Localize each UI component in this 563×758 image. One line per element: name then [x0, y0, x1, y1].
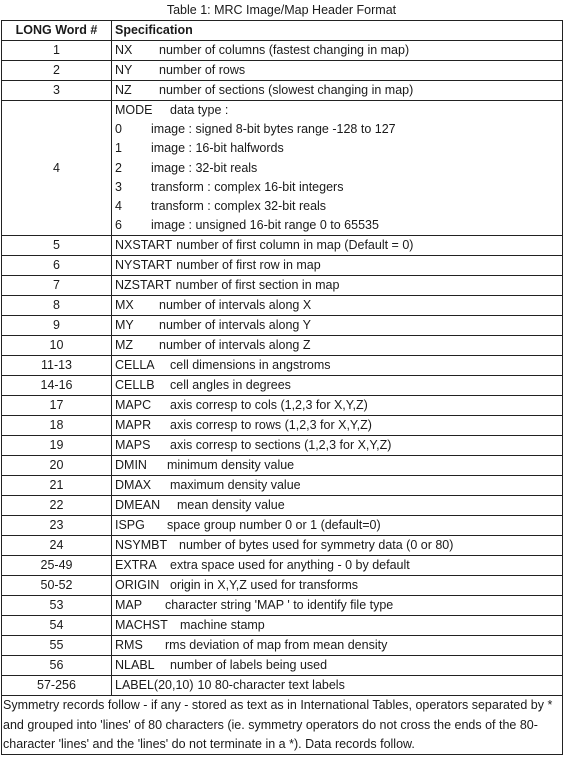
table-row — [2, 536, 563, 556]
mode-line — [115, 139, 562, 158]
field-description: number of bytes used for symmetry data (0 or 80) — [179, 538, 454, 553]
field-name: MY — [115, 318, 134, 333]
field-name: NYSTART — [115, 258, 173, 273]
field-description: transform : complex 32-bit reals — [151, 198, 327, 213]
word-number-cell: 22 — [2, 496, 112, 516]
header-format-table — [1, 20, 563, 755]
word-number-cell: 21 — [2, 476, 112, 496]
word-number-cell: 8 — [2, 296, 112, 316]
table-row — [2, 236, 563, 256]
specification-cell — [112, 656, 563, 676]
specification-cell — [112, 256, 563, 276]
field-description: space group number 0 or 1 (default=0) — [167, 518, 381, 533]
specification-cell — [112, 536, 563, 556]
field-name: CELLB — [115, 378, 155, 393]
word-number-cell: 19 — [2, 436, 112, 456]
specification-cell — [112, 476, 563, 496]
table-row — [2, 101, 563, 236]
table-row — [2, 496, 563, 516]
word-number-cell: 7 — [2, 276, 112, 296]
field-description: data type : — [170, 103, 229, 117]
field-name: NSYMBT — [115, 538, 168, 553]
field-name: DMEAN — [115, 498, 161, 513]
specification-cell — [112, 636, 563, 656]
word-number-cell: 2 — [2, 61, 112, 81]
mode-line — [115, 159, 562, 178]
table-row — [2, 276, 563, 296]
word-number-cell: 5 — [2, 236, 112, 256]
field-name: NLABL — [115, 658, 155, 673]
table-row — [2, 376, 563, 396]
specification-cell — [112, 396, 563, 416]
column-header-word: LONG Word # — [2, 21, 112, 41]
specification-cell — [112, 596, 563, 616]
table-row — [2, 476, 563, 496]
specification-cell — [112, 496, 563, 516]
field-name: NZSTART — [115, 278, 172, 293]
field-description: axis corresp to rows (1,2,3 for X,Y,Z) — [170, 418, 372, 433]
mode-line — [115, 101, 562, 120]
word-number-cell: 17 — [2, 396, 112, 416]
specification-cell — [112, 236, 563, 256]
word-number-cell: 23 — [2, 516, 112, 536]
field-description: maximum density value — [170, 478, 301, 493]
table-row — [2, 256, 563, 276]
table-row — [2, 416, 563, 436]
field-description: number of intervals along Z — [159, 338, 311, 353]
specification-cell — [112, 576, 563, 596]
word-number-cell: 50-52 — [2, 576, 112, 596]
table-row — [2, 356, 563, 376]
field-description: cell angles in degrees — [170, 378, 291, 393]
field-name: MX — [115, 298, 134, 313]
table-row — [2, 676, 563, 696]
table-row — [2, 656, 563, 676]
specification-cell — [112, 316, 563, 336]
word-number-cell: 25-49 — [2, 556, 112, 576]
specification-cell — [112, 296, 563, 316]
field-name: MZ — [115, 338, 134, 353]
field-description: image : 32-bit reals — [151, 160, 258, 175]
field-description: minimum density value — [167, 458, 295, 473]
mode-line — [115, 197, 562, 216]
word-number-cell: 53 — [2, 596, 112, 616]
table-row — [2, 81, 563, 101]
field-description: number of rows — [159, 63, 246, 77]
field-description: number of intervals along X — [159, 298, 312, 313]
specification-cell — [112, 516, 563, 536]
field-description: number of columns (fastest changing in map) — [159, 43, 410, 57]
specification-cell — [112, 616, 563, 636]
word-number-cell: 14-16 — [2, 376, 112, 396]
table-row — [2, 516, 563, 536]
table-caption: Table 1: MRC Image/Map Header Format — [166, 3, 397, 17]
specification-cell — [112, 336, 563, 356]
field-description: number of sections (slowest changing in map) — [159, 83, 414, 97]
field-description: number of first section in map — [175, 278, 340, 293]
table-row — [2, 41, 563, 61]
word-number-cell: 55 — [2, 636, 112, 656]
footer-note: Symmetry records follow - if any - stored as text as in International Tables, operators separated by * and grouped into 'lines' of 80 characters (ie. symmetry operators do not cross the ends of the 80-character 'lines' and the 'lines' do not terminate in a *). Data records follow. — [2, 696, 563, 755]
field-name: LABEL(20,10) — [115, 678, 194, 693]
field-name: CELLA — [115, 358, 155, 373]
table-row — [2, 316, 563, 336]
word-number-cell: 57-256 — [2, 676, 112, 696]
specification-cell — [112, 676, 563, 696]
field-description: transform : complex 16-bit integers — [151, 179, 344, 194]
field-description: cell dimensions in angstroms — [170, 358, 331, 373]
field-description: image : signed 8-bit bytes range -128 to 127 — [151, 122, 396, 137]
field-name: DMAX — [115, 478, 152, 493]
field-name: NZ — [115, 83, 132, 97]
table-row — [2, 396, 563, 416]
specification-cell — [112, 356, 563, 376]
word-number-cell: 6 — [2, 256, 112, 276]
field-description: mean density value — [177, 498, 285, 513]
specification-cell — [112, 101, 563, 236]
table-row — [2, 616, 563, 636]
field-description: character string 'MAP ' to identify file type — [165, 598, 394, 613]
field-description: origin in X,Y,Z used for transforms — [170, 578, 359, 593]
field-description: number of intervals along Y — [159, 318, 311, 333]
word-number-cell: 18 — [2, 416, 112, 436]
field-name: 3 — [115, 179, 122, 194]
field-name: DMIN — [115, 458, 147, 473]
field-name: MAPC — [115, 398, 152, 413]
mode-line — [115, 178, 562, 197]
field-description: 10 80-character text labels — [197, 678, 345, 693]
specification-cell — [112, 456, 563, 476]
word-number-cell: 1 — [2, 41, 112, 61]
field-description: extra space used for anything - 0 by default — [170, 558, 410, 573]
word-number-cell: 20 — [2, 456, 112, 476]
word-number-cell: 4 — [2, 101, 112, 236]
table-body — [2, 41, 563, 696]
footer-row — [2, 696, 563, 755]
field-description: machine stamp — [180, 618, 265, 633]
field-name: 0 — [115, 122, 122, 137]
field-name: NX — [115, 43, 133, 57]
word-number-cell: 11-13 — [2, 356, 112, 376]
word-number-cell: 10 — [2, 336, 112, 356]
specification-cell — [112, 81, 563, 101]
specification-cell — [112, 416, 563, 436]
table-header-row — [2, 21, 563, 41]
table-row — [2, 636, 563, 656]
word-number-cell: 56 — [2, 656, 112, 676]
table-row — [2, 61, 563, 81]
table-row — [2, 336, 563, 356]
field-name: NY — [115, 63, 133, 77]
table-row — [2, 456, 563, 476]
word-number-cell: 54 — [2, 616, 112, 636]
word-number-cell: 9 — [2, 316, 112, 336]
field-description: axis corresp to sections (1,2,3 for X,Y,Z) — [170, 438, 392, 453]
mode-line — [115, 120, 562, 139]
field-description: image : unsigned 16-bit range 0 to 65535 — [151, 218, 379, 233]
field-name: MAPS — [115, 438, 151, 453]
field-name: 1 — [115, 141, 122, 156]
column-header-spec: Specification — [112, 21, 563, 41]
field-name: RMS — [115, 638, 143, 653]
word-number-cell: 24 — [2, 536, 112, 556]
field-description: number of first column in map (Default = 0) — [176, 238, 414, 253]
specification-cell — [112, 61, 563, 81]
table-row — [2, 296, 563, 316]
specification-cell — [112, 276, 563, 296]
table-row — [2, 436, 563, 456]
field-name: NXSTART — [115, 238, 173, 253]
specification-cell — [112, 376, 563, 396]
field-description: rms deviation of map from mean density — [165, 638, 388, 653]
field-description: image : 16-bit halfwords — [151, 141, 284, 156]
field-name: MODE — [115, 103, 153, 117]
field-name: ISPG — [115, 518, 145, 533]
table-row — [2, 556, 563, 576]
specification-cell — [112, 436, 563, 456]
field-name: ORIGIN — [115, 578, 160, 593]
table-row — [2, 596, 563, 616]
field-name: 4 — [115, 198, 122, 213]
field-name: 2 — [115, 160, 122, 175]
field-description: axis corresp to cols (1,2,3 for X,Y,Z) — [170, 398, 368, 413]
mode-line — [115, 216, 562, 235]
specification-cell — [112, 556, 563, 576]
specification-cell — [112, 41, 563, 61]
field-description: number of first row in map — [176, 258, 321, 273]
field-description: number of labels being used — [170, 658, 328, 673]
field-name: MAP — [115, 598, 143, 613]
field-name: MAPR — [115, 418, 152, 433]
word-number-cell: 3 — [2, 81, 112, 101]
field-name: EXTRA — [115, 558, 157, 573]
field-name: 6 — [115, 218, 122, 233]
field-name: MACHST — [115, 618, 168, 633]
table-row — [2, 576, 563, 596]
